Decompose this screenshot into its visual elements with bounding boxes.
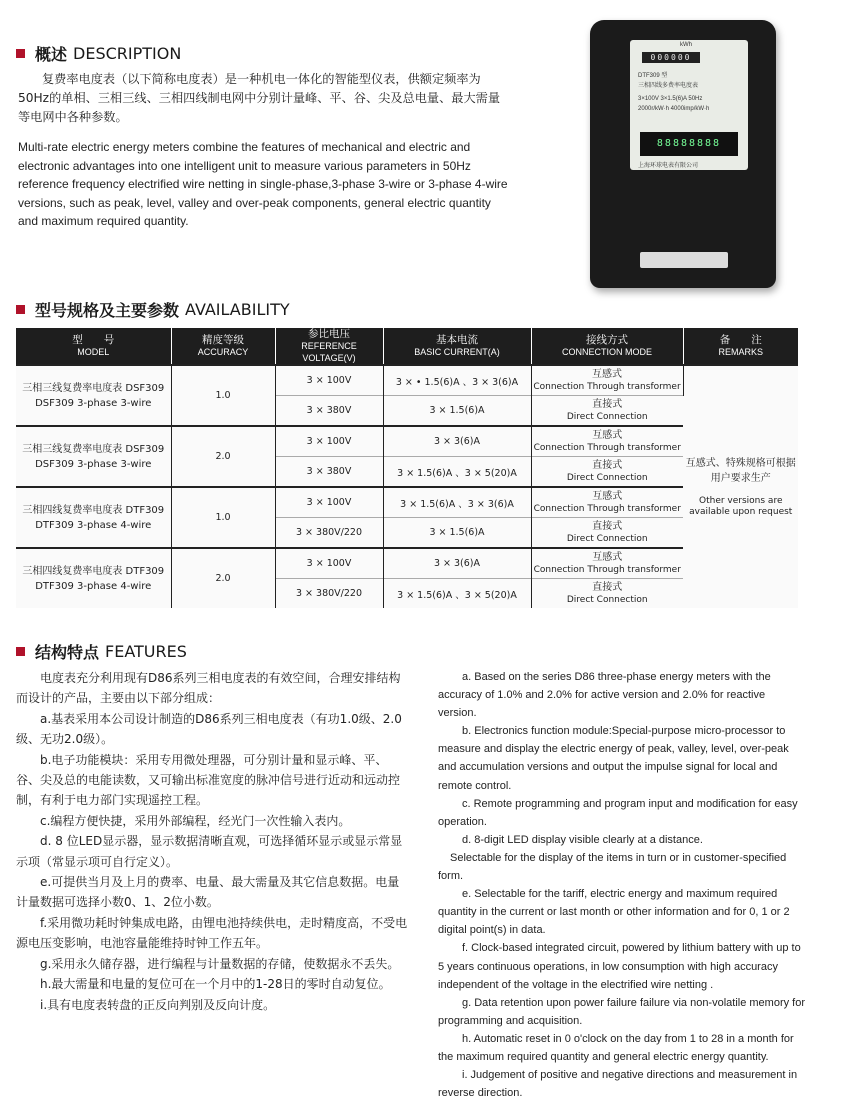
feature-item: Selectable for the display of the items in turn or in customer-specified form.: [438, 851, 787, 883]
red-square-icon: [16, 305, 25, 314]
accuracy-cell: 2.0: [171, 426, 275, 487]
voltage-cell: 3 × 100V: [275, 487, 383, 518]
feature-item: h.最大需量和电量的复位可在一个月中的1-28日的零时自动复位。: [40, 977, 391, 992]
meter-maker: 上海环球电表有限公司: [638, 163, 699, 169]
feature-item: d. 8 位LED显示器，显示数据清晰直观，可选择循环显示或显示常显示项（常显示项可自行定义）。: [16, 834, 403, 869]
connection-cell: 互感式 Connection Through transformer: [531, 365, 683, 396]
accuracy-cell: 2.0: [171, 548, 275, 608]
feature-item: e.可提供当月及上月的费率、电量、最大需量及其它信息数据。电量计量数据可选择小数0、1、2位小数。: [16, 875, 400, 910]
current-cell: 3 × 1.5(6)A 、3 × 5(20)A: [383, 457, 531, 488]
current-cell: 3 × 1.5(6)A 、3 × 5(20)A: [383, 579, 531, 609]
feature-item: i.具有电度表转盘的正反向判别及反向计度。: [40, 997, 276, 1012]
meter-unit: kWh: [680, 42, 692, 48]
feature-intro: 电度表充分利用现有D86系列三相电度表的有效空间，合理安排结构而设计的产品，主要由以下部分组成：: [16, 671, 401, 706]
meter-window: [630, 40, 748, 170]
feature-item: h. Automatic reset in 0 o'clock on the day from 1 to 28 in a month for the maximum required quantity and general electric energy quantity.: [438, 1032, 794, 1063]
feature-item: g. Data retention upon power failure failure via non-volatile memory for programming and acquisition.: [438, 996, 806, 1027]
red-square-icon: [16, 49, 25, 58]
table-row: [16, 365, 798, 396]
description-heading: 概述 DESCRIPTION: [16, 42, 181, 65]
header-connection: 接线方式 CONNECTION MODE: [531, 328, 683, 365]
voltage-cell: 3 × 100V: [275, 426, 383, 457]
voltage-cell: 3 × 380V: [275, 457, 383, 488]
model-cell: 三相四线复费率电度表 DTF309 DTF309 3-phase 4-wire: [16, 548, 171, 608]
meter-dial: 000000: [642, 52, 700, 63]
voltage-cell: 3 × 380V/220: [275, 579, 383, 609]
meter-name: 三相四线多费率电度表: [638, 83, 699, 89]
connection-cell: 直接式 Direct Connection: [531, 457, 683, 488]
current-cell: 3 × 1.5(6)A 、3 × 3(6)A: [383, 487, 531, 518]
connection-cell: 互感式 Connection Through transformer: [531, 426, 683, 457]
table-row: [16, 548, 798, 579]
header-model: 型 号 MODEL: [16, 328, 171, 365]
table-row: [16, 426, 798, 457]
connection-cell: 直接式 Direct Connection: [531, 579, 683, 609]
current-cell: 3 × 1.5(6)A: [383, 518, 531, 549]
connection-cell: 直接式 Direct Connection: [531, 518, 683, 549]
feature-item: b. Electronics function module:Special-purpose micro-processor to measure and display the electric energy of peak, valley, level, over-peak and accumulation versions and output the impulse signal for local and remote control.: [438, 725, 789, 792]
table-row: [16, 487, 798, 518]
meter-terminal-cover: [640, 252, 728, 268]
header-current: 基本电流 BASIC CURRENT(A): [383, 328, 531, 365]
meter-image: [590, 20, 776, 288]
feature-item: e. Selectable for the tariff, electric energy and maximum required quantity in the current or last month or other information and for 0, 1 or 2 digital point(s) in data.: [438, 888, 790, 937]
feature-item: g.采用永久储存器，进行编程与计量数据的存储，使数据永不丢失。: [40, 956, 400, 971]
meter-constant: 2000r/kW·h 4000imp/kW·h: [638, 106, 710, 112]
voltage-cell: 3 × 100V: [275, 548, 383, 579]
description-zh: 复费率电度表（以下简称电度表）是一种机电一体化的智能型仪表，供额定频率为50Hz的单相、三相三线、三相四线制电网中分别计量峰、平、谷、尖及总电量、最大需量等电网中各种参数。: [18, 72, 501, 124]
header-remarks: 备 注 REMARKS: [683, 328, 798, 365]
connection-cell: 互感式 Connection Through transformer: [531, 487, 683, 518]
features-zh-column: [16, 668, 408, 1015]
availability-heading: 型号规格及主要参数 AVAILABILITY: [16, 298, 290, 321]
header-voltage: 参比电压 REFERENCE VOLTAGE(V): [275, 328, 383, 365]
voltage-cell: 3 × 380V: [275, 396, 383, 427]
feature-item: c.编程方便快捷，采用外部编程，经光门一次性输入表内。: [40, 813, 351, 828]
feature-item: f. Clock-based integrated circuit, powered by lithium battery with up to 5 years continuous operations, in low consumption with high accuracy independent of the voltage in the electrified wire netting .: [438, 942, 801, 991]
meter-model: DTF309 型: [638, 73, 668, 79]
current-cell: 3 × 3(6)A: [383, 548, 531, 579]
connection-cell: 直接式 Direct Connection: [531, 396, 683, 427]
table-header-row: [16, 328, 798, 365]
meter-lcd: 88888888: [640, 132, 738, 156]
accuracy-cell: 1.0: [171, 487, 275, 548]
features-heading: 结构特点 FEATURES: [16, 640, 187, 663]
feature-item: d. 8-digit LED display visible clearly at a distance.: [462, 833, 703, 846]
model-cell: 三相三线复费率电度表 DSF309 DSF309 3-phase 3-wire: [16, 365, 171, 426]
model-cell: 三相四线复费率电度表 DTF309 DTF309 3-phase 4-wire: [16, 487, 171, 548]
feature-item: i. Judgement of positive and negative directions and measurement in reverse direction.: [438, 1069, 798, 1100]
feature-item: b.电子功能模块：采用专用微处理器，可分别计量和显示峰、平、谷、尖及总的电能读数，又可输出标准宽度的脉冲信号进行近动和远动控制，有利于电力部门实现遥控工程。: [16, 752, 401, 808]
remarks-cell: 互感式、特殊规格可根据用户要求生产 Other versions are available upon request: [683, 365, 798, 608]
model-cell: 三相三线复费率电度表 DSF309 DSF309 3-phase 3-wire: [16, 426, 171, 487]
feature-item: f.采用微功耗时钟集成电路，由锂电池持续供电，走时精度高，不受电源电压变影响，电池容量能维持时钟工作五年。: [16, 915, 408, 951]
description-en: Multi-rate electric energy meters combine the features of mechanical and electric and electronic advantages into one intelligent unit to measure various parameters in 50Hz reference frequency electrified wire netting in single-phase,3-phase 3-wire or 3-phase 4-wire versions, such as peak, level, valley and over-peak components, general electric quantity and maximum required quantity.: [18, 140, 508, 228]
meter-rating: 3×100V 3×1.5(6)A 50Hz: [638, 96, 703, 102]
current-cell: 3 × • 1.5(6)A 、3 × 3(6)A: [383, 365, 531, 396]
feature-item: a. Based on the series D86 three-phase energy meters with the accuracy of 1.0% and 2.0% for active version and 2.0% for reactive version.: [438, 671, 771, 720]
header-accuracy: 精度等级 ACCURACY: [171, 328, 275, 365]
voltage-cell: 3 × 380V/220: [275, 518, 383, 549]
feature-item: c. Remote programming and program input and modification for easy operation.: [438, 797, 798, 828]
current-cell: 3 × 1.5(6)A: [383, 396, 531, 427]
feature-item: a.基表采用本公司设计制造的D86系列三相电度表（有功1.0级、2.0级、无功2.0级）。: [16, 711, 402, 747]
connection-cell: 互感式 Connection Through transformer: [531, 548, 683, 579]
current-cell: 3 × 3(6)A: [383, 426, 531, 457]
voltage-cell: 3 × 100V: [275, 365, 383, 396]
availability-table: [16, 328, 798, 608]
red-square-icon: [16, 647, 25, 656]
accuracy-cell: 1.0: [171, 365, 275, 426]
